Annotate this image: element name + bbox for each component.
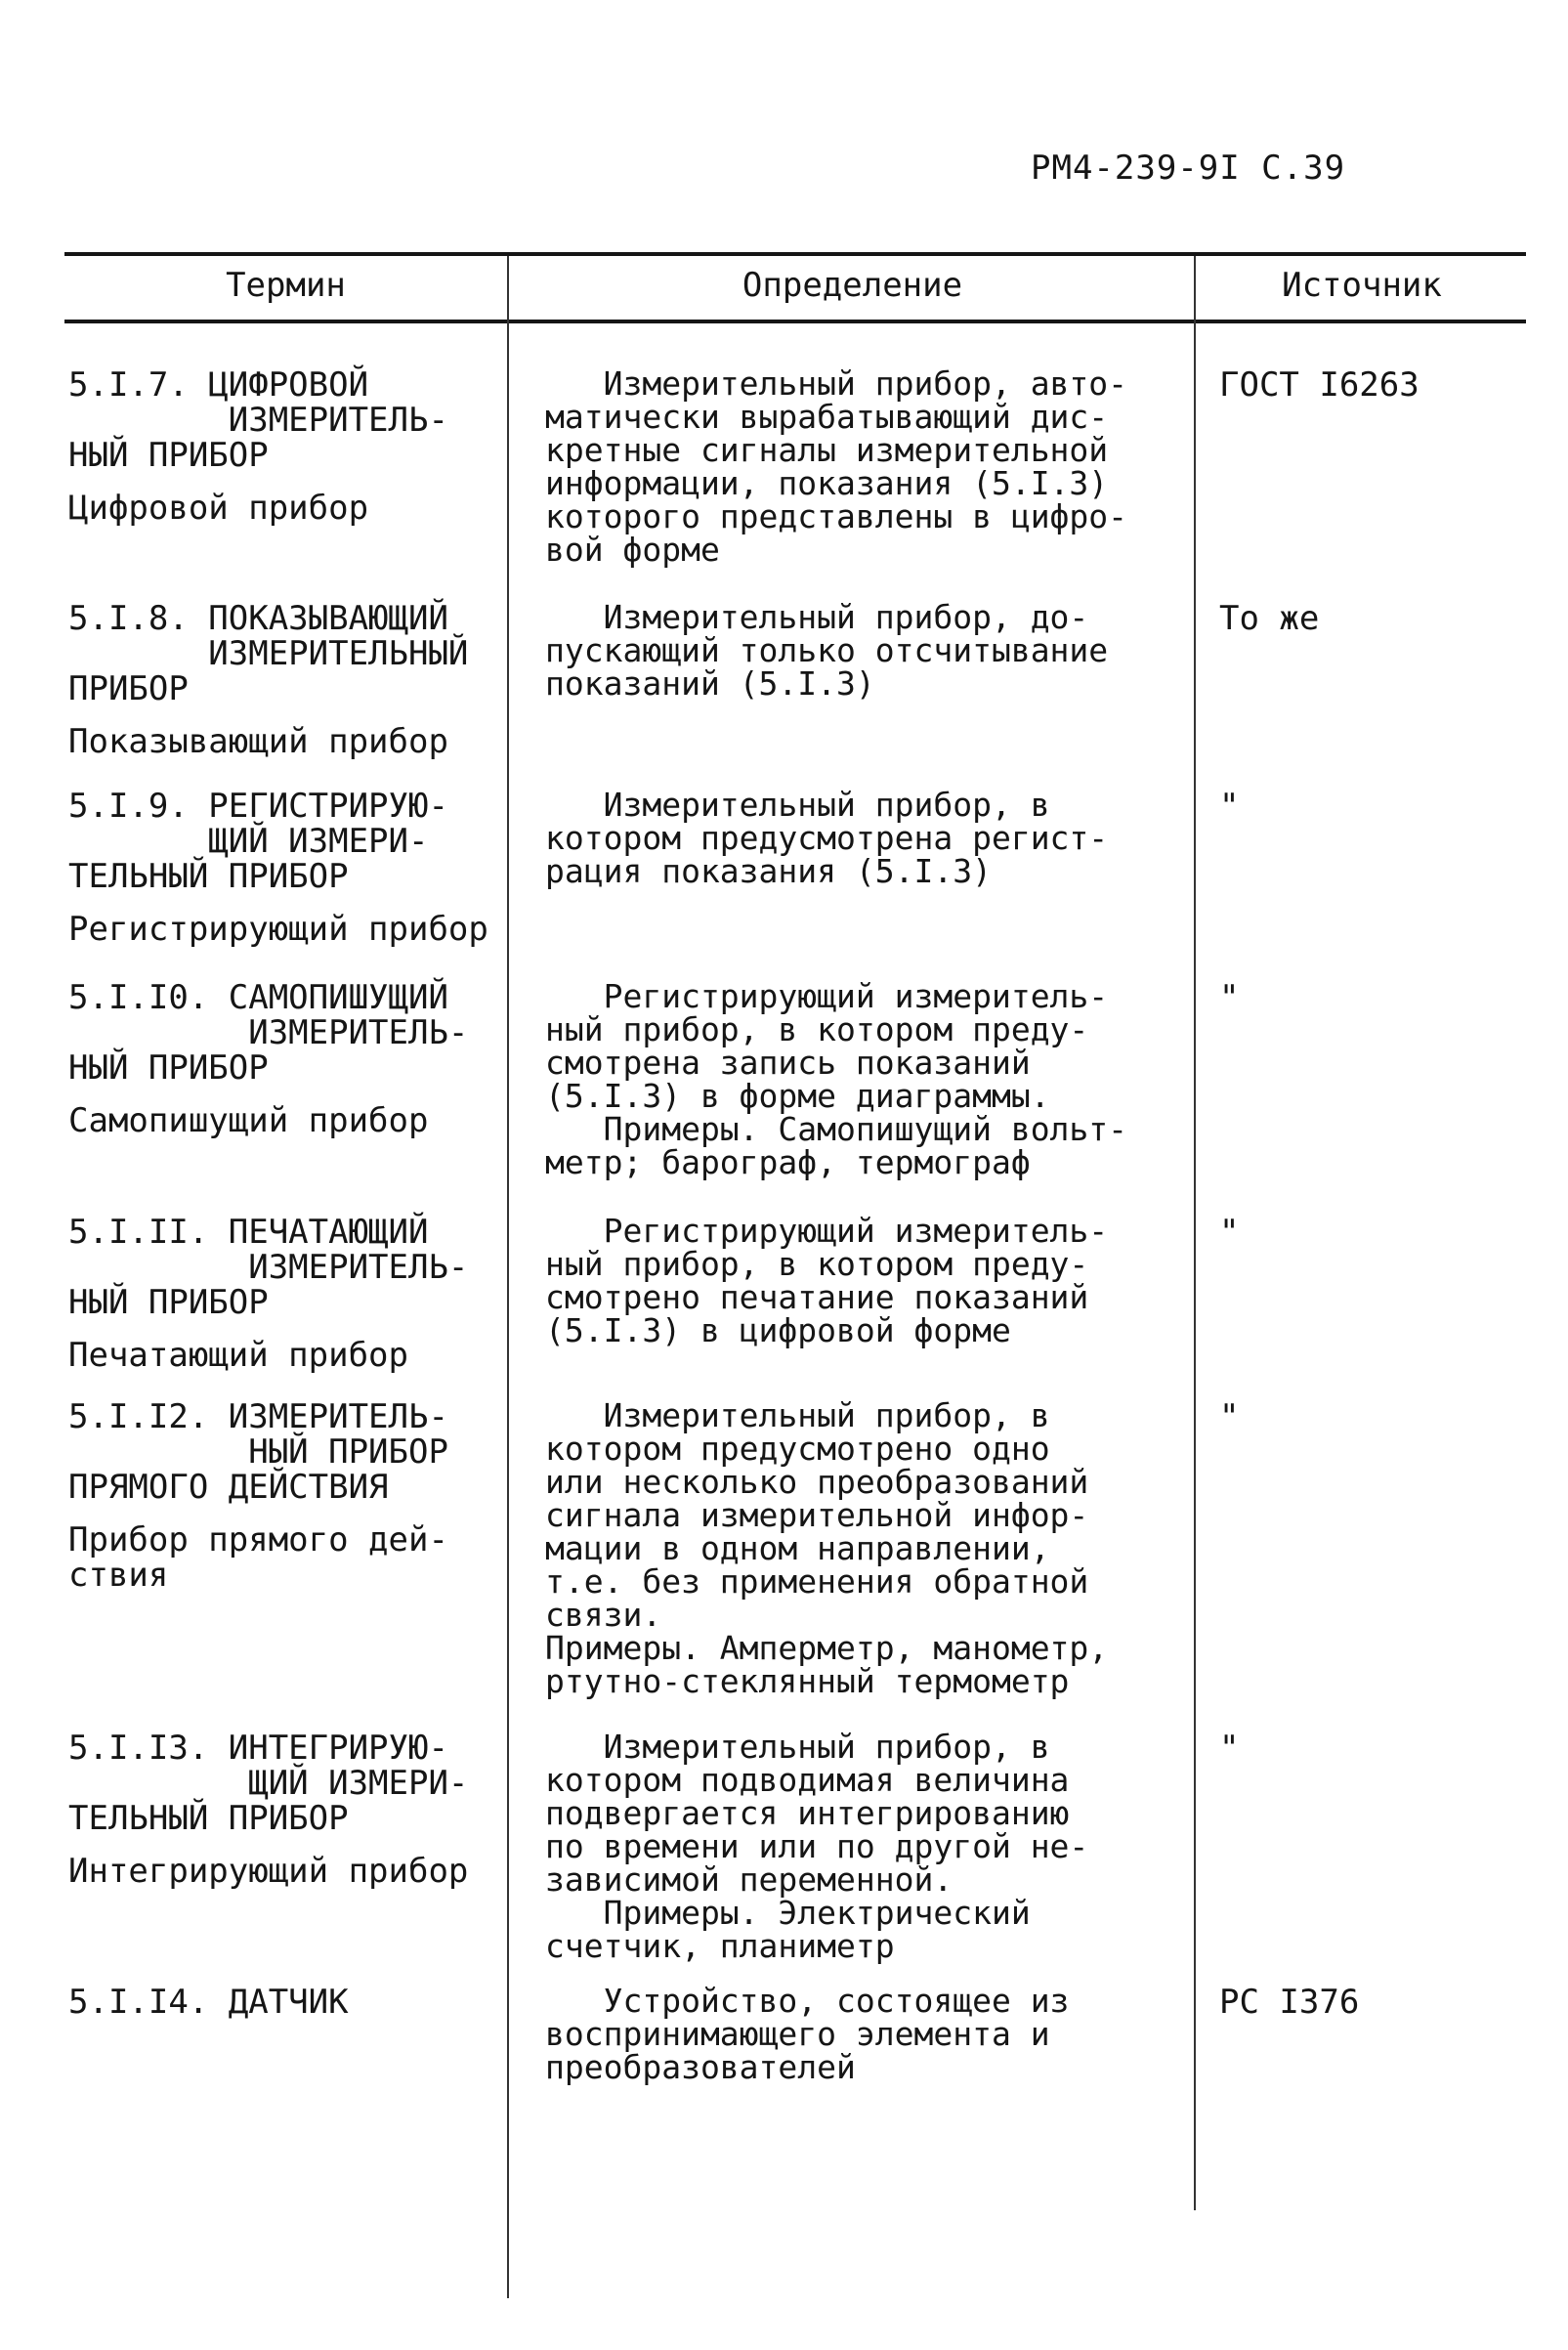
- term-line: ЩИЙ ИЗМЕРИ-: [68, 1764, 469, 1803]
- definition-line: зависимой переменной.: [545, 1860, 954, 1899]
- term-line: 5.I.9. РЕГИСТРИРУЮ-: [68, 787, 448, 826]
- definition-line: или несколько преобразований: [545, 1463, 1089, 1501]
- term-cell: [68, 980, 513, 1138]
- definition-cell: [545, 977, 1180, 1181]
- term-line: ИЗМЕРИТЕЛЬ-: [68, 401, 448, 440]
- definition-line: которого представлены в цифро-: [545, 497, 1128, 535]
- definition-line: информации, показания (5.I.3): [545, 464, 1109, 502]
- term-line: НЫЙ ПРИБОР: [68, 1048, 269, 1088]
- definition-cell: [545, 786, 1180, 890]
- short-term: Интегрирующий прибор: [68, 1852, 469, 1891]
- term-cell: [68, 1730, 513, 1889]
- definition-line: мации в одном направлении,: [545, 1529, 1050, 1567]
- definition-line: Примеры. Самопишущий вольт-: [545, 1110, 1128, 1148]
- definition-line: смотрена запись показаний: [545, 1044, 1031, 1082]
- table-header-rule: [64, 320, 1526, 323]
- definition-line: связи.: [545, 1596, 662, 1634]
- short-term: Регистрирующий прибор: [68, 910, 488, 949]
- term-line: ЩИЙ ИЗМЕРИ-: [68, 822, 429, 861]
- definition-line: Измерительный прибор, в: [545, 1396, 1050, 1434]
- definition-line: по времени или по другой не-: [545, 1827, 1089, 1865]
- definition-line: котором предусмотрена регист-: [545, 819, 1109, 857]
- term-line: 5.I.I2. ИЗМЕРИТЕЛЬ-: [68, 1397, 448, 1436]
- term-line: НЫЙ ПРИБОР: [68, 1432, 448, 1472]
- source-cell: ": [1219, 1397, 1240, 1436]
- definition-line: подвергается интегрированию: [545, 1794, 1070, 1832]
- definition-line: пускающий только отсчитывание: [545, 631, 1109, 669]
- definition-line: смотрено печатание показаний: [545, 1278, 1089, 1316]
- definition-line: рация показания (5.I.3): [545, 852, 992, 890]
- term-line: 5.I.II. ПЕЧАТАЮЩИЙ: [68, 1213, 429, 1252]
- short-term: Самопишущий прибор: [68, 1101, 429, 1140]
- definition-line: кретные сигналы измерительной: [545, 431, 1109, 469]
- term-cell: [68, 1985, 513, 2020]
- term-line: 5.I.I4. ДАТЧИК: [68, 1983, 349, 2022]
- definition-line: ртутно-стеклянный термометр: [545, 1662, 1070, 1700]
- short-term: Цифровой прибор: [68, 489, 369, 528]
- definition-line: котором подводимая величина: [545, 1761, 1070, 1799]
- definition-line: метр; барограф, термограф: [545, 1143, 1031, 1181]
- definition-line: Регистрирующий измеритель-: [545, 977, 1109, 1015]
- term-line: 5.I.I3. ИНТЕГРИРУЮ-: [68, 1729, 448, 1768]
- definition-line: т.е. без применения обратной: [545, 1562, 1089, 1601]
- short-term: ствия: [68, 1556, 169, 1595]
- source-cell: ": [1219, 1213, 1240, 1252]
- definition-line: ный прибор, в котором преду-: [545, 1010, 1089, 1048]
- term-line: ТЕЛЬНЫЙ ПРИБОР: [68, 857, 349, 896]
- term-line: 5.I.7. ЦИФРОВОЙ: [68, 365, 369, 405]
- term-line: ИЗМЕРИТЕЛЬ-: [68, 1248, 469, 1287]
- term-line: ИЗМЕРИТЕЛЬ-: [68, 1013, 469, 1052]
- table-top-rule: [64, 252, 1526, 256]
- definition-line: Измерительный прибор, авто-: [545, 364, 1128, 403]
- term-line: НЫЙ ПРИБОР: [68, 436, 269, 475]
- term-cell: [68, 1399, 513, 1593]
- definition-line: счетчик, планиметр: [545, 1927, 895, 1965]
- source-cell: РС I376: [1219, 1983, 1360, 2022]
- source-cell: ГОСТ I6263: [1219, 365, 1420, 405]
- definition-line: Примеры. Амперметр, манометр,: [545, 1629, 1109, 1667]
- source-cell: ": [1219, 787, 1240, 826]
- definition-cell: [545, 1730, 1180, 1963]
- definition-cell: [545, 364, 1180, 569]
- definition-line: показаний (5.I.3): [545, 664, 875, 703]
- source-cell: ": [1219, 1729, 1240, 1768]
- definition-line: Устройство, состоящее из: [545, 1982, 1070, 2020]
- short-term: Показывающий прибор: [68, 722, 448, 761]
- short-term: Прибор прямого дей-: [68, 1520, 448, 1560]
- column-header-definition: Определение: [742, 266, 963, 305]
- term-cell: [68, 367, 513, 526]
- definition-line: (5.I.3) в форме диаграммы.: [545, 1077, 1050, 1115]
- definition-line: Измерительный прибор, до-: [545, 598, 1089, 636]
- column-divider-right: [1194, 256, 1196, 2210]
- column-header-source: Источник: [1282, 266, 1442, 305]
- definition-line: вой форме: [545, 531, 720, 569]
- definition-line: котором предусмотрено одно: [545, 1430, 1050, 1468]
- definition-line: Измерительный прибор, в: [545, 786, 1050, 824]
- source-cell: То же: [1219, 599, 1320, 638]
- term-line: ИЗМЕРИТЕЛЬНЫЙ: [68, 634, 469, 673]
- term-cell: [68, 601, 513, 759]
- definition-line: Регистрирующий измеритель-: [545, 1212, 1109, 1250]
- term-cell: [68, 789, 513, 947]
- definition-line: Измерительный прибор, в: [545, 1728, 1050, 1766]
- definition-cell: [545, 598, 1180, 703]
- definition-line: ный прибор, в котором преду-: [545, 1245, 1089, 1283]
- term-line: ПРЯМОГО ДЕЙСТВИЯ: [68, 1468, 389, 1507]
- definition-line: матически вырабатывающий дис-: [545, 398, 1109, 436]
- definition-line: воспринимающего элемента и: [545, 2015, 1050, 2053]
- short-term: Печатающий прибор: [68, 1336, 408, 1375]
- column-header-term: Термин: [226, 266, 346, 305]
- definition-line: преобразователей: [545, 2048, 856, 2086]
- source-cell: ": [1219, 978, 1240, 1017]
- term-line: ТЕЛЬНЫЙ ПРИБОР: [68, 1799, 349, 1838]
- definition-line: Примеры. Электрический: [545, 1894, 1031, 1932]
- definition-line: (5.I.3) в цифровой форме: [545, 1311, 1011, 1349]
- definition-cell: [545, 1396, 1180, 1700]
- page-header-code: РМ4-239-9I С.39: [1031, 149, 1346, 188]
- definition-cell: [545, 1212, 1180, 1349]
- definition-line: сигнала измерительной инфор-: [545, 1496, 1089, 1534]
- term-line: НЫЙ ПРИБОР: [68, 1283, 269, 1322]
- term-line: 5.I.I0. САМОПИШУЩИЙ: [68, 978, 448, 1017]
- definition-cell: [545, 1982, 1180, 2086]
- term-line: ПРИБОР: [68, 669, 189, 708]
- term-cell: [68, 1215, 513, 1373]
- term-line: 5.I.8. ПОКАЗЫВАЮЩИЙ: [68, 599, 448, 638]
